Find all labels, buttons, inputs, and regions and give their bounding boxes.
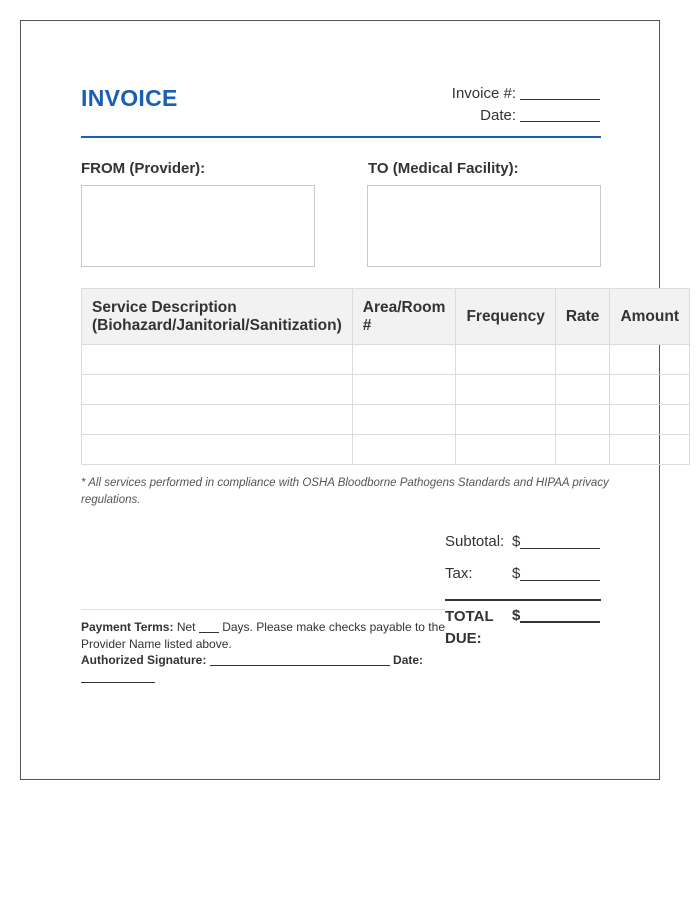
payment-days-field[interactable] <box>199 620 219 633</box>
table-cell[interactable] <box>352 345 456 375</box>
header-service-description <box>82 289 353 345</box>
header-area-line1: Area/Room <box>362 298 446 316</box>
header-rate: Rate <box>555 289 610 345</box>
table-cell[interactable] <box>555 435 610 465</box>
signature-date-label: Date: <box>393 653 424 667</box>
table-row <box>82 375 690 405</box>
subtotal-label: Subtotal: <box>445 533 505 550</box>
header-divider <box>81 136 601 138</box>
header-frequency: Frequency <box>456 289 555 345</box>
table-cell[interactable] <box>555 405 610 435</box>
invoice-date-field[interactable] <box>520 106 600 122</box>
invoice-date-row <box>452 105 600 127</box>
table-cell[interactable] <box>352 375 456 405</box>
table-cell[interactable] <box>82 405 353 435</box>
signature-date-field[interactable] <box>81 670 155 683</box>
table-cell[interactable] <box>352 435 456 465</box>
header-description-line2: (Biohazard/Janitorial/Sanitization) <box>92 316 342 334</box>
total-due-currency: $ <box>512 607 521 624</box>
invoice-date-label: Date: <box>480 107 516 124</box>
invoice-number-field[interactable] <box>520 84 600 100</box>
footer-divider <box>81 609 445 610</box>
tax-field[interactable] <box>520 565 600 581</box>
table-cell[interactable] <box>82 345 353 375</box>
invoice-title: INVOICE <box>81 85 178 111</box>
table-cell[interactable] <box>456 345 555 375</box>
from-provider-box[interactable] <box>81 185 315 267</box>
table-cell[interactable] <box>456 435 555 465</box>
table-header-row <box>82 289 690 345</box>
subtotal-field[interactable] <box>520 533 600 549</box>
header-area-line2: # <box>362 316 372 334</box>
total-due-field[interactable] <box>520 606 600 623</box>
total-due-value <box>512 606 600 624</box>
total-due-label: TOTAL DUE: <box>445 608 494 647</box>
payment-terms-net: Net <box>176 620 196 634</box>
signature-label: Authorized Signature: <box>81 653 207 667</box>
header-amount: Amount <box>610 289 690 345</box>
tax-currency: $ <box>512 565 521 582</box>
signature-field[interactable] <box>210 653 390 666</box>
table-cell[interactable] <box>610 345 690 375</box>
to-facility-box[interactable] <box>367 185 601 267</box>
header-description-line1: Service Description <box>92 298 237 316</box>
table-cell[interactable] <box>610 375 690 405</box>
tax-value <box>512 565 600 582</box>
table-cell[interactable] <box>352 405 456 435</box>
from-label: FROM (Provider): <box>81 160 206 177</box>
compliance-note: * All services performed in compliance with OSHA Bloodborne Pathogens Standards and HIPAA privacy regulations. <box>81 477 609 506</box>
table-cell[interactable] <box>456 405 555 435</box>
invoice-page <box>20 20 679 780</box>
subtotal-currency: $ <box>512 533 521 550</box>
payment-terms-label: Payment Terms: <box>81 620 174 634</box>
tax-label: Tax: <box>445 565 473 582</box>
table-row <box>82 345 690 375</box>
invoice-meta <box>452 83 600 127</box>
invoice-number-label: Invoice #: <box>451 85 516 102</box>
table-cell[interactable] <box>555 375 610 405</box>
table-cell[interactable] <box>456 375 555 405</box>
table-cell[interactable] <box>82 375 353 405</box>
services-table <box>81 288 690 465</box>
table-cell[interactable] <box>82 435 353 465</box>
invoice-number-row <box>452 83 600 105</box>
payment-footer <box>81 619 451 685</box>
subtotal-value <box>512 533 600 550</box>
table-cell[interactable] <box>555 345 610 375</box>
to-label: TO (Medical Facility): <box>368 160 519 177</box>
totals-divider <box>445 599 601 601</box>
table-cell[interactable] <box>610 405 690 435</box>
table-row <box>82 405 690 435</box>
header-area-room <box>352 289 456 345</box>
table-cell[interactable] <box>610 435 690 465</box>
table-row <box>82 435 690 465</box>
payment-terms-text: Days. Please make checks payable to the Provider Name listed above. <box>81 620 445 651</box>
